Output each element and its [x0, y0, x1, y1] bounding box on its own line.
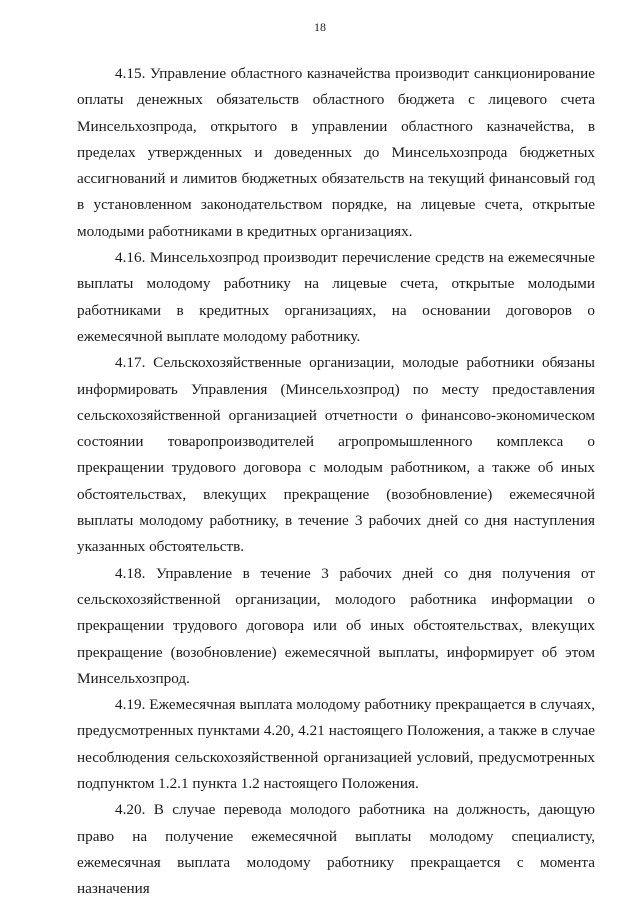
page-number: 18: [314, 20, 326, 34]
paragraph-4-16: 4.16. Минсельхозпрод производит перечисление средств на ежемесячные выплаты молодому работнику на лицевые счета, открытые молодыми работниками в кредитных организациях, на основании договоров о ежемесячной выплате молодому работнику.: [77, 249, 595, 345]
paragraph-4-15: 4.15. Управление областного казначейства производит санкционирование оплаты денежных обязательств областного бюджета с лицевого счета Минсельхозпрода, открытого в управлении областного казначейства, в пределах утвержденных и доведенных до Минсельхозпрода бюджетных ассигнований и лимитов бюджетных обязательств на текущий финансовый год в установленном законодательством порядке, на лицевые счета, открытые молодыми работниками в кредитных организациях.: [77, 65, 595, 240]
paragraph-4-19: 4.19. Ежемесячная выплата молодому работнику прекращается в случаях, предусмотренных пунктами 4.20, 4.21 настоящего Положения, а также в случае несоблюдения сельскохозяйственной организацией условий, предусмотренных подпунктом 1.2.1 пункта 1.2 настоящего Положения.: [77, 696, 595, 793]
paragraph-4-20: 4.20. В случае перевода молодого работника на должность, дающую право на получение ежемесячной выплаты молодому специалисту, ежемесячная выплата молодому работнику прекращается с момента назначения: [77, 801, 595, 898]
paragraph-4-18: 4.18. Управление в течение 3 рабочих дней со дня получения от сельскохозяйственной организации, молодого работника информации о прекращении трудового договора или об иных обстоятельствах, влекущих прекращение (возобновление) ежемесячной выплаты, информирует об этом Минсельхозпрод.: [77, 564, 595, 687]
paragraph-4-17: 4.17. Сельскохозяйственные организации, молодые работники обязаны информировать Управления (Минсельхозпрод) по месту предоставления сельскохозяйственной организацией отчетности о финансово-экономическом состоянии товаропроизводителей агропромышленного комплекса о прекращении трудового договора с молодым работником, а также об иных обстоятельствах, влекущих прекращение (возобновление) ежемесячной выплаты молодому работнику, в течение 3 рабочих дней со дня наступления указанных обстоятельств.: [77, 354, 595, 556]
document-body: [77, 61, 595, 903]
